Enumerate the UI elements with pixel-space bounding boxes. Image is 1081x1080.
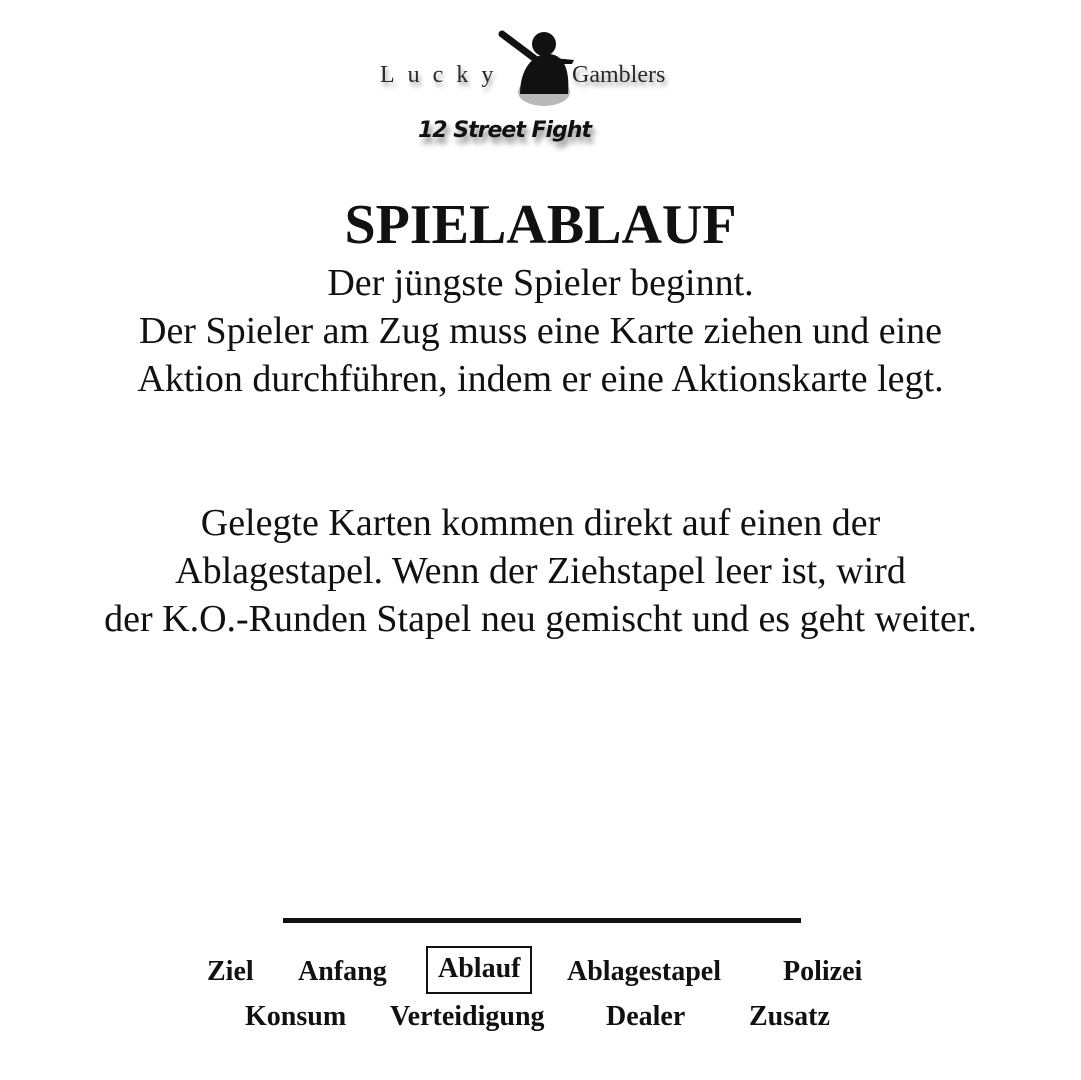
nav-link-dealer[interactable]: Dealer <box>606 1001 686 1032</box>
nav-link-ablauf-active[interactable]: Ablauf <box>426 946 532 994</box>
discard-paragraph <box>0 499 1081 643</box>
intro-paragraph <box>0 259 1081 403</box>
paragraph-line: Ablagestapel. Wenn der Ziehstapel leer ist, wird <box>175 550 906 592</box>
nav-link-konsum[interactable]: Konsum <box>245 1001 347 1032</box>
nav-link-zusatz[interactable]: Zusatz <box>749 1001 830 1032</box>
nav-link-ziel[interactable]: Ziel <box>207 956 254 987</box>
paragraph-line: Aktion durchführen, indem er eine Aktionskarte legt. <box>137 358 944 400</box>
paragraph-line: der K.O.-Runden Stapel neu gemischt und es geht weiter. <box>104 598 977 640</box>
logo-tagline: 12 Street Fight <box>418 118 591 143</box>
paragraph-line: Gelegte Karten kommen direkt auf einen der <box>200 502 881 544</box>
paragraph-line: Der jüngste Spieler beginnt. <box>327 262 754 304</box>
nav-link-polizei[interactable]: Polizei <box>783 956 863 987</box>
gambler-silhouette-icon <box>498 30 578 114</box>
nav-link-anfang[interactable]: Anfang <box>298 956 387 987</box>
page-title: SPIELABLAUF <box>344 194 737 256</box>
logo-text-gamblers: Gamblers <box>572 62 666 88</box>
logo-text-lucky: Lucky <box>380 62 507 88</box>
nav-link-verteidigung[interactable]: Verteidigung <box>390 1001 545 1032</box>
logo <box>360 28 720 108</box>
nav-divider <box>283 918 801 923</box>
nav-link-ablagestapel[interactable]: Ablagestapel <box>567 956 721 987</box>
paragraph-line: Der Spieler am Zug muss eine Karte ziehen und eine <box>139 310 942 352</box>
